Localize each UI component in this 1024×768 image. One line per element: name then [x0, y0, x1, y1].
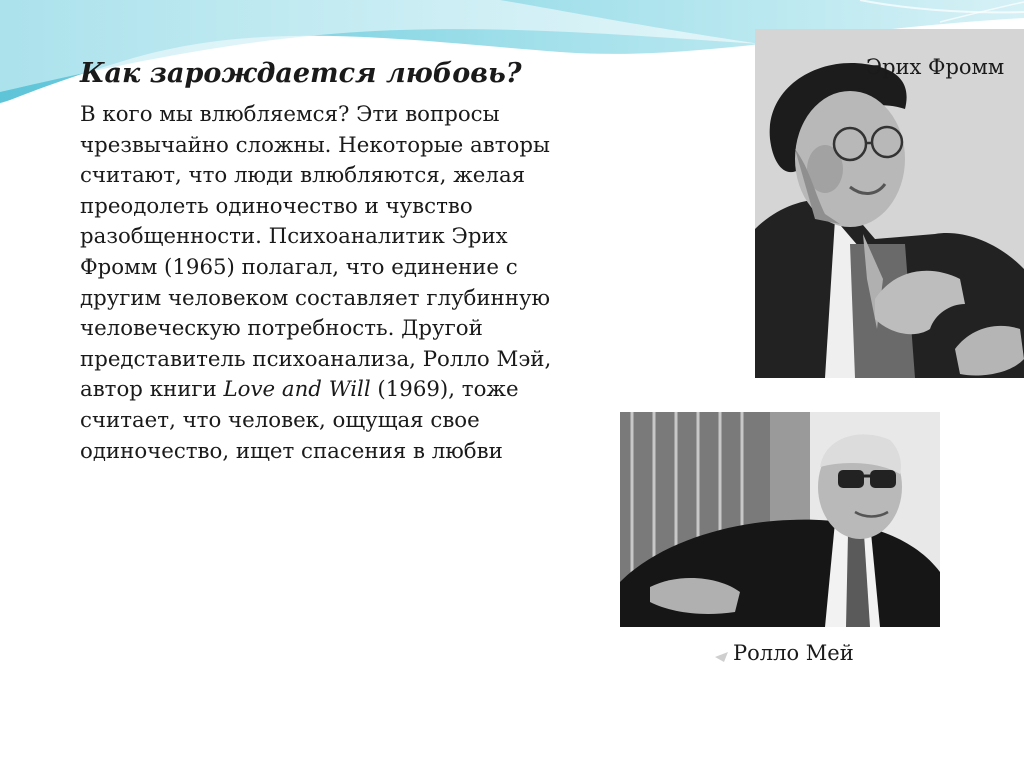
fromm-caption: Эрих Фромм: [866, 55, 1005, 79]
body-text-part-1: В кого мы влюбляемся? Эти вопросы чрезвычайно сложны. Некоторые авторы считают, что люди влюбляются, желая преодолеть одиночество и чувство разобщенности. Психоаналитик Эрих Фромм (1965) полагал, что единение с другим человеком составляет глубинную человеческую потребность. Другой представитель психоанализа, Ролло Мэй, автор книги: [80, 102, 552, 403]
book-title-italic: Love and Will: [223, 377, 371, 403]
may-caption: Ролло Мей: [733, 641, 854, 665]
fromm-photo: [755, 29, 1024, 378]
slide-body-text: [80, 100, 590, 467]
slide-title: Как зарождается любовь?: [80, 58, 522, 89]
body-text-part-2: (1969), тоже считает, что человек, ощущая свое одиночество, ищет спасения в любви: [80, 377, 519, 464]
